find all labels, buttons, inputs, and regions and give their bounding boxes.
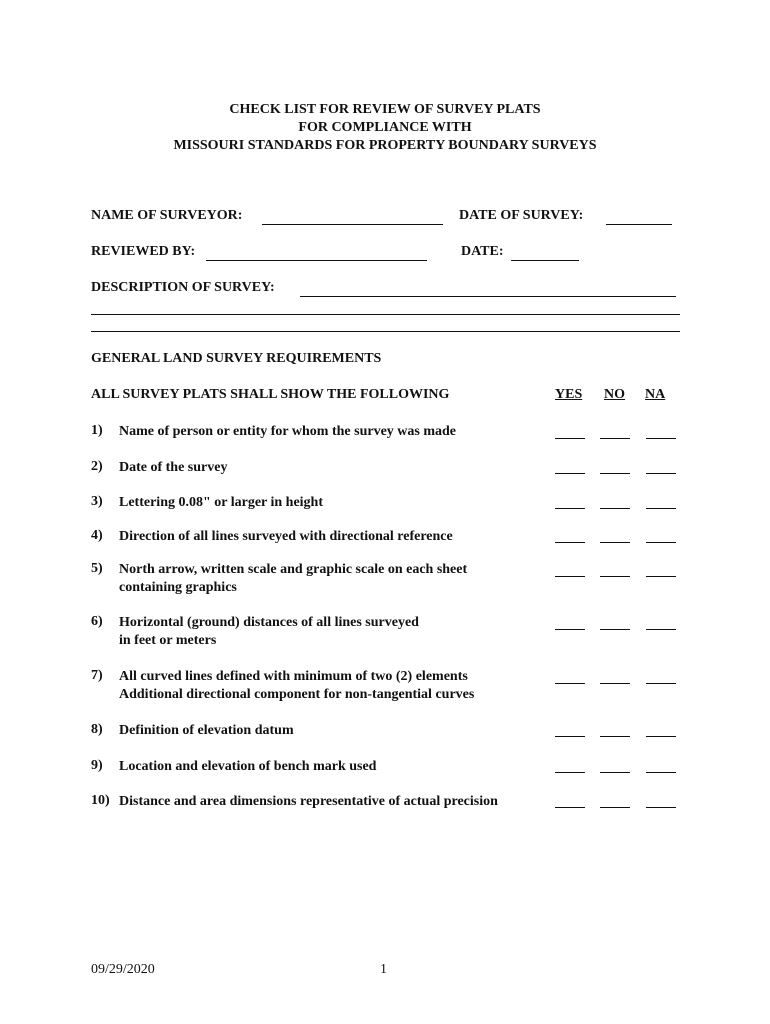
item-text-continued: in feet or meters <box>119 633 217 648</box>
surveyor-label: NAME OF SURVEYOR: <box>91 208 243 223</box>
section-heading: GENERAL LAND SURVEY REQUIREMENTS <box>91 351 382 366</box>
yes-blank[interactable] <box>555 438 585 439</box>
item-number: 6) <box>91 614 103 629</box>
item-number: 4) <box>91 528 103 543</box>
item-text: Horizontal (ground) distances of all lines surveyed <box>119 615 419 630</box>
item-text: Date of the survey <box>119 460 228 475</box>
item-text-continued: containing graphics <box>119 580 237 595</box>
item-number: 7) <box>91 668 103 683</box>
yes-blank[interactable] <box>555 683 585 684</box>
yes-blank[interactable] <box>555 576 585 577</box>
column-na-header: NA <box>645 387 666 402</box>
description-field-line-1[interactable] <box>300 296 676 297</box>
item-number: 2) <box>91 459 103 474</box>
reviewed-by-field[interactable] <box>206 260 427 261</box>
item-number: 8) <box>91 722 103 737</box>
na-blank[interactable] <box>646 807 676 808</box>
no-blank[interactable] <box>600 683 630 684</box>
item-number: 9) <box>91 758 103 773</box>
surveyor-field[interactable] <box>262 224 443 225</box>
column-no-header: NO <box>604 387 625 402</box>
description-field-line-3[interactable] <box>91 331 680 332</box>
item-text: Direction of all lines surveyed with directional reference <box>119 529 453 544</box>
yes-blank[interactable] <box>555 736 585 737</box>
na-blank[interactable] <box>646 438 676 439</box>
column-yes-header: YES <box>555 387 583 402</box>
na-blank[interactable] <box>646 772 676 773</box>
item-number: 3) <box>91 494 103 509</box>
item-number: 1) <box>91 423 103 438</box>
description-field-line-2[interactable] <box>91 314 680 315</box>
no-blank[interactable] <box>600 542 630 543</box>
date-of-survey-field[interactable] <box>606 224 672 225</box>
item-text: Location and elevation of bench mark used <box>119 759 377 774</box>
item-number: 10) <box>91 793 110 808</box>
yes-blank[interactable] <box>555 508 585 509</box>
document-title-line-2: FOR COMPLIANCE WITH <box>298 120 472 135</box>
no-blank[interactable] <box>600 736 630 737</box>
date-label: DATE: <box>461 244 504 259</box>
document-title-line-1: CHECK LIST FOR REVIEW OF SURVEY PLATS <box>229 102 541 117</box>
item-text-continued: Additional directional component for non-tangential curves <box>119 687 475 702</box>
item-text: Lettering 0.08" or larger in height <box>119 495 324 510</box>
no-blank[interactable] <box>600 438 630 439</box>
na-blank[interactable] <box>646 629 676 630</box>
yes-blank[interactable] <box>555 629 585 630</box>
item-text: Definition of elevation datum <box>119 723 294 738</box>
reviewed-by-label: REVIEWED BY: <box>91 244 196 259</box>
description-label: DESCRIPTION OF SURVEY: <box>91 280 275 295</box>
na-blank[interactable] <box>646 736 676 737</box>
no-blank[interactable] <box>600 807 630 808</box>
item-text: All curved lines defined with minimum of two (2) elements <box>119 669 468 684</box>
date-field[interactable] <box>511 260 579 261</box>
item-text: Name of person or entity for whom the survey was made <box>119 424 456 439</box>
no-blank[interactable] <box>600 473 630 474</box>
yes-blank[interactable] <box>555 807 585 808</box>
na-blank[interactable] <box>646 683 676 684</box>
na-blank[interactable] <box>646 473 676 474</box>
document-title-line-3: MISSOURI STANDARDS FOR PROPERTY BOUNDARY SURVEYS <box>173 138 597 153</box>
no-blank[interactable] <box>600 629 630 630</box>
footer-date: 09/29/2020 <box>91 962 155 977</box>
yes-blank[interactable] <box>555 473 585 474</box>
yes-blank[interactable] <box>555 542 585 543</box>
no-blank[interactable] <box>600 508 630 509</box>
page-number: 1 <box>380 962 387 977</box>
na-blank[interactable] <box>646 576 676 577</box>
date-of-survey-label: DATE OF SURVEY: <box>459 208 584 223</box>
section-subheading: ALL SURVEY PLATS SHALL SHOW THE FOLLOWING <box>91 387 450 402</box>
na-blank[interactable] <box>646 508 676 509</box>
na-blank[interactable] <box>646 542 676 543</box>
yes-blank[interactable] <box>555 772 585 773</box>
no-blank[interactable] <box>600 772 630 773</box>
no-blank[interactable] <box>600 576 630 577</box>
item-text: Distance and area dimensions representative of actual precision <box>119 794 498 809</box>
item-number: 5) <box>91 561 103 576</box>
item-text: North arrow, written scale and graphic scale on each sheet <box>119 562 468 577</box>
